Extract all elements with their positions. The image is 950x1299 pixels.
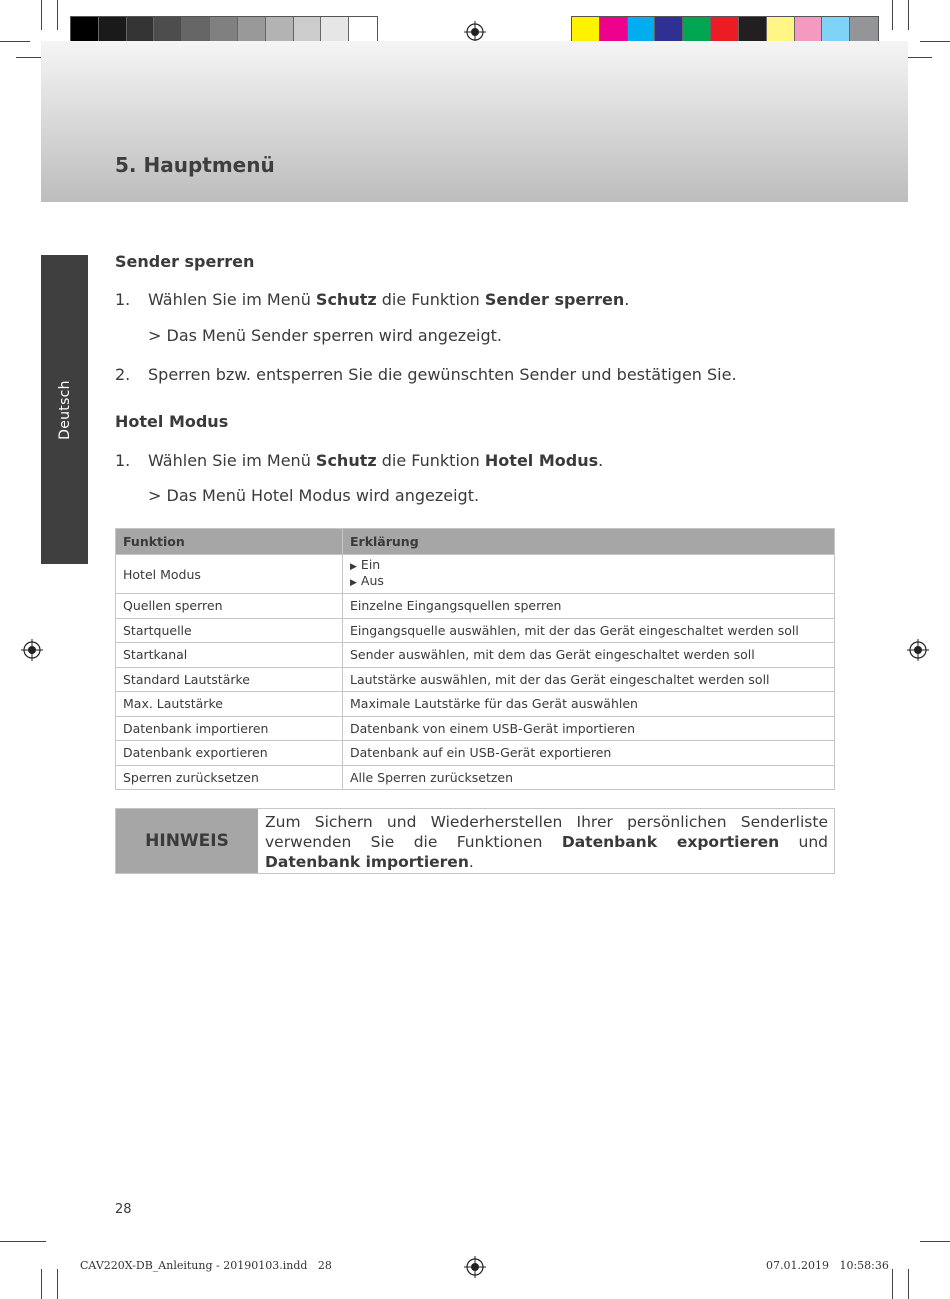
- crop-mark: [908, 0, 909, 30]
- explanation-cell: Datenbank auf ein USB-Gerät exportieren: [343, 741, 835, 766]
- table-row: [116, 594, 835, 619]
- table-row: [116, 555, 835, 594]
- step-item: [115, 290, 629, 309]
- option-item: [350, 558, 827, 574]
- function-cell: Datenbank importieren: [116, 716, 343, 741]
- note-text-part: Zum Sichern und Wiederherstellen Ihrer persönlichen Senderliste verwenden Sie die Funktionen: [265, 813, 828, 851]
- table-row: [116, 692, 835, 717]
- step-number: 1.: [115, 290, 131, 309]
- function-cell: Startkanal: [116, 643, 343, 668]
- step-item: [115, 365, 737, 384]
- function-cell: Max. Lautstärke: [116, 692, 343, 717]
- step-number: 1.: [115, 451, 131, 470]
- explanation-cell: Lautstärke auswählen, mit der das Gerät eingeschaltet werden soll: [343, 667, 835, 692]
- step-text: die Funktion: [376, 451, 485, 470]
- function-name: Sender sperren: [484, 290, 625, 309]
- triangle-right-icon: ▶: [350, 562, 357, 572]
- print-file-slug: CAV220X-DB_Anleitung - 20190103.indd 28: [80, 1259, 332, 1272]
- note-text-part: und: [779, 833, 828, 851]
- registration-mark-icon: [464, 1256, 486, 1278]
- function-cell: Datenbank exportieren: [116, 741, 343, 766]
- crop-mark: [892, 0, 893, 30]
- function-cell: Quellen sperren: [116, 594, 343, 619]
- crop-mark: [920, 1241, 950, 1242]
- crop-mark: [41, 0, 42, 30]
- step-result: > Das Menü Hotel Modus wird angezeigt.: [148, 486, 480, 505]
- crop-mark: [0, 41, 30, 42]
- function-cell: Sperren zurücksetzen: [116, 765, 343, 790]
- section-heading: Sender sperren: [115, 252, 255, 271]
- function-table: [115, 528, 835, 790]
- step-text: Sperren bzw. entsperren Sie die gewünschten Sender und bestätigen Sie.: [148, 365, 737, 384]
- function-name: Datenbank importieren: [265, 853, 469, 871]
- table-row: [116, 741, 835, 766]
- note-text: [265, 812, 828, 872]
- note-text-part: .: [468, 853, 474, 871]
- print-timestamp: 07.01.2019 10:58:36: [766, 1259, 889, 1272]
- explanation-cell: Eingangsquelle auswählen, mit der das Gerät eingeschaltet werden soll: [343, 618, 835, 643]
- crop-mark: [892, 1269, 893, 1299]
- step-text: .: [624, 290, 630, 309]
- function-name: Hotel Modus: [484, 451, 599, 470]
- column-header: Erklärung: [343, 529, 835, 555]
- function-name: Datenbank exportieren: [561, 833, 780, 851]
- explanation-cell: Einzelne Eingangsquellen sperren: [343, 594, 835, 619]
- registration-mark-icon: [464, 21, 486, 43]
- registration-mark-icon: [907, 639, 929, 661]
- explanation-cell: Datenbank von einem USB-Gerät importieren: [343, 716, 835, 741]
- crop-mark: [41, 1269, 42, 1299]
- step-text: die Funktion: [376, 290, 485, 309]
- step-result: > Das Menü Sender sperren wird angezeigt.: [148, 326, 503, 345]
- explanation-cell: Sender auswählen, mit dem das Gerät eingeschaltet werden soll: [343, 643, 835, 668]
- step-item: [115, 451, 603, 470]
- table-row: [116, 667, 835, 692]
- option-item: [350, 574, 827, 590]
- option-label: Aus: [360, 573, 384, 588]
- option-label: Ein: [360, 557, 381, 572]
- crop-mark: [57, 0, 58, 30]
- crop-mark: [57, 1269, 58, 1299]
- step-text: Wählen Sie im Menü: [148, 451, 316, 470]
- crop-mark: [908, 1269, 909, 1299]
- menu-name: Schutz: [315, 451, 377, 470]
- menu-name: Schutz: [315, 290, 377, 309]
- step-text: Wählen Sie im Menü: [148, 290, 316, 309]
- triangle-right-icon: ▶: [350, 578, 357, 588]
- table-header-row: [116, 529, 835, 555]
- language-tab-label: Deutsch: [56, 379, 73, 440]
- table-row: [116, 716, 835, 741]
- function-cell: Startquelle: [116, 618, 343, 643]
- note-box: [115, 808, 835, 874]
- crop-mark: [16, 1241, 46, 1242]
- table-row: [116, 618, 835, 643]
- step-text: .: [598, 451, 604, 470]
- table-row: [116, 765, 835, 790]
- chapter-title: 5. Hauptmenü: [115, 153, 275, 177]
- explanation-cell: Alle Sperren zurücksetzen: [343, 765, 835, 790]
- crop-mark: [920, 41, 950, 42]
- registration-mark-icon: [21, 639, 43, 661]
- function-cell: Hotel Modus: [116, 555, 343, 594]
- column-header: Funktion: [116, 529, 343, 555]
- function-cell: Standard Lautstärke: [116, 667, 343, 692]
- section-heading: Hotel Modus: [115, 412, 229, 431]
- language-tab: [41, 255, 88, 564]
- page-number: 28: [115, 1202, 132, 1217]
- table-row: [116, 643, 835, 668]
- explanation-cell: Maximale Lautstärke für das Gerät auswählen: [343, 692, 835, 717]
- chapter-header: [41, 41, 908, 202]
- step-number: 2.: [115, 365, 131, 384]
- explanation-cell: [343, 555, 835, 594]
- note-label: HINWEIS: [116, 809, 258, 873]
